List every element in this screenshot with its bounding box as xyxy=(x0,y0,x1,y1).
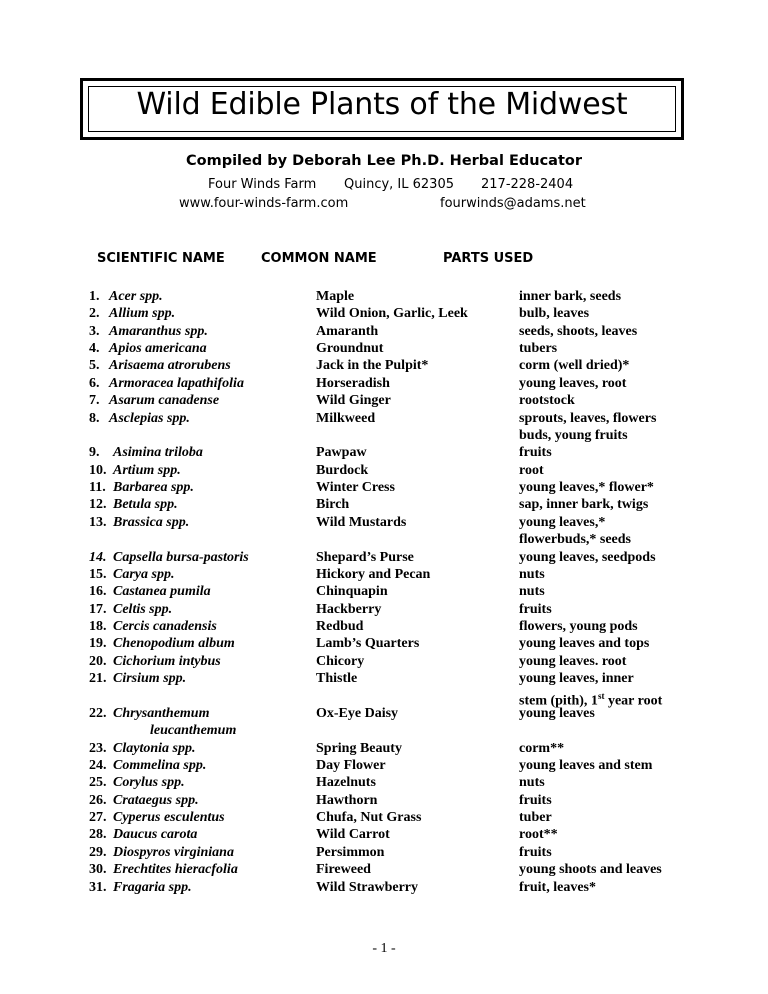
table-row xyxy=(0,844,768,862)
scientific-name: Erechtites hieracfolia xyxy=(113,862,238,878)
parts-used: young leaves. root xyxy=(519,653,627,669)
scientific-name: Capsella bursa-pastoris xyxy=(113,549,249,565)
parts-used: young leaves, seedpods xyxy=(519,549,656,565)
common-name: Chinquapin xyxy=(316,584,388,600)
parts-used: rootstock xyxy=(519,393,575,409)
common-name: Horseradish xyxy=(316,375,390,391)
scientific-name: Acer spp. xyxy=(109,289,163,304)
parts-used: nuts xyxy=(519,584,545,600)
common-name: Groundnut xyxy=(316,341,384,357)
parts-used: young leaves and stem xyxy=(519,757,653,773)
scientific-name: Arisaema atrorubens xyxy=(109,358,231,374)
scientific-name: Asarum canadense xyxy=(109,393,220,409)
table-row xyxy=(0,774,768,792)
email-link[interactable]: fourwinds@adams.net xyxy=(440,196,586,211)
row-number: 29. xyxy=(89,844,107,860)
header-parts-used: PARTS USED xyxy=(443,251,534,266)
table-row xyxy=(0,618,768,636)
row-number: 16. xyxy=(89,584,107,600)
table-row xyxy=(0,722,768,740)
row-number: 25. xyxy=(89,775,107,791)
table-row xyxy=(0,792,768,810)
common-name: Persimmon xyxy=(316,844,385,860)
parts-used: young leaves and tops xyxy=(519,636,650,652)
common-name: Pawpaw xyxy=(316,445,367,461)
scientific-name: Asclepias spp. xyxy=(109,410,190,426)
parts-used: young leaves, root xyxy=(519,375,627,391)
table-row xyxy=(0,375,768,393)
row-number: 7. xyxy=(89,393,100,409)
table-row xyxy=(0,479,768,497)
row-number: 6. xyxy=(89,375,100,391)
scientific-name: Brassica spp. xyxy=(113,514,190,530)
common-name: Hickory and Pecan xyxy=(316,566,431,582)
common-name: Ox-Eye Daisy xyxy=(316,705,399,721)
scientific-name: Crataegus spp. xyxy=(113,792,199,808)
row-number: 2. xyxy=(89,306,100,322)
scientific-name: Castanea pumila xyxy=(113,584,211,600)
website-link[interactable]: www.four-winds-farm.com xyxy=(179,196,349,211)
row-number: 12. xyxy=(89,497,107,513)
parts-used: tuber xyxy=(519,810,552,826)
page-number: - 1 - xyxy=(372,941,396,956)
row-number: 15. xyxy=(89,566,107,582)
farm-name: Four Winds Farm xyxy=(208,177,317,192)
scientific-name: Cichorium intybus xyxy=(113,653,221,669)
common-name: Wild Mustards xyxy=(316,514,407,530)
scientific-name: Cyperus esculentus xyxy=(113,810,225,826)
common-name: Hackberry xyxy=(316,601,382,617)
parts-used: young leaves xyxy=(519,705,595,721)
parts-used: fruits xyxy=(519,601,552,617)
common-name: Day Flower xyxy=(316,757,386,773)
parts-used: buds, young fruits xyxy=(519,427,628,443)
parts-used: young shoots and leaves xyxy=(519,862,662,878)
parts-used: corm (well dried)* xyxy=(519,358,630,374)
row-number: 4. xyxy=(89,341,100,357)
table-row xyxy=(0,879,768,897)
common-name: Wild Ginger xyxy=(316,393,391,409)
scientific-name: Amaranthus spp. xyxy=(109,323,208,339)
row-number: 26. xyxy=(89,792,107,808)
common-name: Milkweed xyxy=(316,410,376,426)
table-row xyxy=(0,288,768,306)
common-name: Wild Carrot xyxy=(316,827,390,843)
table-row xyxy=(0,323,768,341)
row-number: 3. xyxy=(89,323,100,339)
scientific-name: Barbarea spp. xyxy=(113,480,194,496)
common-name: Wild Strawberry xyxy=(316,879,419,895)
common-name: Thistle xyxy=(316,671,358,687)
row-number: 18. xyxy=(89,619,107,635)
common-name: Amaranth xyxy=(316,323,379,339)
parts-used: tubers xyxy=(519,341,558,357)
parts-used: stem (pith), 1st year root xyxy=(519,690,663,709)
scientific-name: Claytonia spp. xyxy=(113,740,196,756)
scientific-name: Commelina spp. xyxy=(113,757,207,773)
parts-used: inner bark, seeds xyxy=(519,289,622,304)
common-name: Spring Beauty xyxy=(316,740,402,756)
row-number: 27. xyxy=(89,810,107,826)
table-row xyxy=(0,566,768,584)
parts-used: fruits xyxy=(519,792,552,808)
parts-used: fruits xyxy=(519,445,552,461)
scientific-name: Celtis spp. xyxy=(113,601,173,617)
scientific-name: Chrysanthemum xyxy=(113,705,210,721)
header-scientific-name: SCIENTIFIC NAME xyxy=(97,251,225,266)
table-row xyxy=(0,705,768,723)
table-row xyxy=(0,688,768,709)
table-row xyxy=(0,305,768,323)
common-name: Jack in the Pulpit* xyxy=(316,358,429,374)
common-name: Chufa, Nut Grass xyxy=(316,810,422,826)
scientific-name: Armoracea lapathifolia xyxy=(109,375,244,391)
row-number: 1. xyxy=(89,289,100,304)
table-row xyxy=(0,670,768,688)
row-number: 13. xyxy=(89,514,107,530)
parts-used: root xyxy=(519,462,544,478)
city-address: Quincy, IL 62305 xyxy=(344,177,454,192)
page-title: Wild Edible Plants of the Midwest xyxy=(136,87,628,122)
phone-number: 217-228-2404 xyxy=(481,177,574,192)
row-number: 31. xyxy=(89,879,107,895)
row-number: 19. xyxy=(89,636,107,652)
scientific-name: Allium spp. xyxy=(109,306,176,322)
scientific-name: Carya spp. xyxy=(113,566,175,582)
row-number: 9. xyxy=(89,445,100,461)
parts-used: young leaves, inner xyxy=(519,671,634,687)
common-name: Shepard’s Purse xyxy=(316,549,414,565)
table-row xyxy=(0,601,768,619)
scientific-name: Artium spp. xyxy=(113,462,181,478)
scientific-name: Daucus carota xyxy=(113,827,198,843)
common-name: Birch xyxy=(316,497,350,513)
table-row xyxy=(0,757,768,775)
common-name: Chicory xyxy=(316,653,365,669)
row-number: 11. xyxy=(89,480,106,496)
title-frame xyxy=(80,78,684,140)
parts-used: flowers, young pods xyxy=(519,619,638,635)
scientific-name: Corylus spp. xyxy=(113,775,185,791)
table-row xyxy=(0,583,768,601)
table-row xyxy=(0,392,768,410)
parts-used: sprouts, leaves, flowers xyxy=(519,410,657,426)
row-number: 30. xyxy=(89,862,107,878)
parts-used: corm** xyxy=(519,740,565,756)
parts-used: flowerbuds,* seeds xyxy=(519,532,632,548)
scientific-name: Fragaria spp. xyxy=(113,879,192,895)
table-row xyxy=(0,444,768,462)
common-name: Hawthorn xyxy=(316,792,378,808)
row-number: 17. xyxy=(89,601,107,617)
common-name: Redbud xyxy=(316,619,364,635)
common-name: Wild Onion, Garlic, Leek xyxy=(316,306,468,322)
parts-used: young leaves,* flower* xyxy=(519,480,654,496)
header-common-name: COMMON NAME xyxy=(261,251,377,266)
parts-used: young leaves,* xyxy=(519,514,606,530)
row-number: 24. xyxy=(89,757,107,773)
row-number: 8. xyxy=(89,410,100,426)
table-row xyxy=(0,410,768,428)
row-number: 21. xyxy=(89,671,107,687)
table-row xyxy=(0,357,768,375)
scientific-name: Asimina triloba xyxy=(113,445,203,461)
common-name: Winter Cress xyxy=(316,480,395,496)
scientific-name: leucanthemum xyxy=(150,723,237,739)
parts-used: seeds, shoots, leaves xyxy=(519,323,638,339)
table-row xyxy=(0,861,768,879)
scientific-name: Chenopodium album xyxy=(113,636,235,652)
row-number: 23. xyxy=(89,740,107,756)
table-row xyxy=(0,809,768,827)
row-number: 5. xyxy=(89,358,100,374)
table-row xyxy=(0,514,768,532)
parts-used: bulb, leaves xyxy=(519,306,590,322)
scientific-name: Cirsium spp. xyxy=(113,671,187,687)
table-row xyxy=(0,740,768,758)
parts-used: root** xyxy=(519,827,558,843)
compiled-by: Compiled by Deborah Lee Ph.D. Herbal Educator xyxy=(185,153,583,169)
table-row xyxy=(0,531,768,549)
row-number: 14. xyxy=(89,549,107,565)
scientific-name: Apios americana xyxy=(109,341,207,357)
common-name: Maple xyxy=(316,289,355,304)
parts-used: fruit, leaves* xyxy=(519,879,596,895)
table-row xyxy=(0,462,768,480)
common-name: Hazelnuts xyxy=(316,775,376,791)
common-name: Fireweed xyxy=(316,862,371,878)
row-number: 22. xyxy=(89,705,107,721)
table-row xyxy=(0,549,768,567)
parts-used: nuts xyxy=(519,775,545,791)
table-row xyxy=(0,496,768,514)
parts-used: sap, inner bark, twigs xyxy=(519,497,649,513)
table-row xyxy=(0,340,768,358)
scientific-name: Cercis canadensis xyxy=(113,619,217,635)
table-row xyxy=(0,826,768,844)
common-name: Lamb’s Quarters xyxy=(316,636,420,652)
scientific-name: Betula spp. xyxy=(113,497,178,513)
table-row xyxy=(0,635,768,653)
row-number: 10. xyxy=(89,462,107,478)
scientific-name: Diospyros virginiana xyxy=(113,844,234,860)
table-row xyxy=(0,427,768,445)
parts-used: fruits xyxy=(519,844,552,860)
parts-used: nuts xyxy=(519,566,545,582)
table-row xyxy=(0,653,768,671)
row-number: 20. xyxy=(89,653,107,669)
row-number: 28. xyxy=(89,827,107,843)
common-name: Burdock xyxy=(316,462,369,478)
